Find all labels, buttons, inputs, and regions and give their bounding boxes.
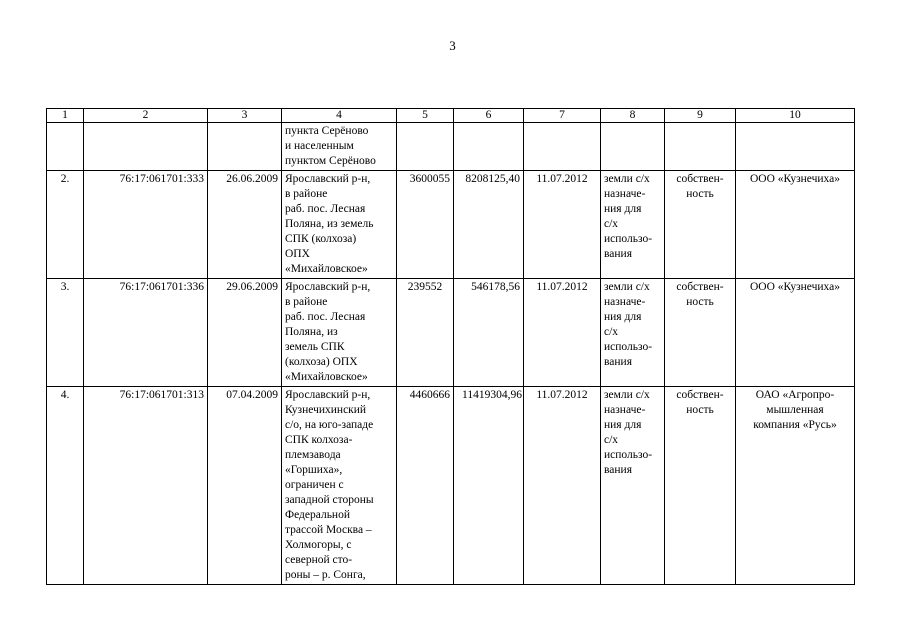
registration-date: 26.06.2009 — [208, 171, 282, 279]
cadastral-number — [84, 123, 208, 171]
area-cell — [397, 123, 454, 171]
column-number: 1 — [47, 109, 84, 123]
cadastral-number: 76:17:061701:313 — [84, 387, 208, 585]
land-registry-table — [46, 108, 855, 585]
column-number: 2 — [84, 109, 208, 123]
column-number: 9 — [665, 109, 736, 123]
row-number: 4. — [47, 387, 84, 585]
location-cell: пункта Серёново и населенным пунктом Серёново — [282, 123, 397, 171]
right-date-cell: 11.07.2012 — [524, 387, 601, 585]
column-number: 7 — [524, 109, 601, 123]
value-cell: 11419304,96 — [454, 387, 524, 585]
row-number: 3. — [47, 279, 84, 387]
column-number-row — [47, 109, 855, 123]
value-cell: 546178,56 — [454, 279, 524, 387]
registration-date: 29.06.2009 — [208, 279, 282, 387]
right-type-cell — [665, 123, 736, 171]
column-number: 4 — [282, 109, 397, 123]
category-cell: земли с/х назначе- ния для с/х использо- вания — [601, 279, 665, 387]
registration-date: 07.04.2009 — [208, 387, 282, 585]
column-number: 6 — [454, 109, 524, 123]
value-cell — [454, 123, 524, 171]
area-cell: 4460666 — [397, 387, 454, 585]
location-cell: Ярославский р-н, в районе раб. пос. Лесная Поляна, из земель СПК (колхоза) ОПХ «Михайловское» — [282, 171, 397, 279]
category-cell — [601, 123, 665, 171]
row-number: 2. — [47, 171, 84, 279]
cadastral-number: 76:17:061701:336 — [84, 279, 208, 387]
right-date-cell: 11.07.2012 — [524, 171, 601, 279]
owner-cell: ООО «Кузнечиха» — [736, 279, 855, 387]
column-number: 3 — [208, 109, 282, 123]
column-number: 8 — [601, 109, 665, 123]
row-number — [47, 123, 84, 171]
registration-date — [208, 123, 282, 171]
owner-cell: ООО «Кузнечиха» — [736, 171, 855, 279]
continuation-row — [47, 123, 855, 171]
value-cell: 8208125,40 — [454, 171, 524, 279]
page-number: 3 — [449, 38, 456, 53]
cadastral-number: 76:17:061701:333 — [84, 171, 208, 279]
column-number: 5 — [397, 109, 454, 123]
category-cell: земли с/х назначе- ния для с/х использо- вания — [601, 387, 665, 585]
area-cell: 239552 — [397, 279, 454, 387]
right-type-cell: собствен- ность — [665, 171, 736, 279]
table-row — [47, 279, 855, 387]
location-cell: Ярославский р-н, Кузнечихинский с/о, на юго-западе СПК колхоза- племзавода «Горшиха», ограничен с западной стороны Федеральной трассой Москва – Холмогоры, с северной сто- роны – р. Сонгa, — [282, 387, 397, 585]
right-type-cell: собствен- ность — [665, 279, 736, 387]
owner-cell — [736, 123, 855, 171]
right-date-cell — [524, 123, 601, 171]
right-date-cell: 11.07.2012 — [524, 279, 601, 387]
owner-cell: ОАО «Агропро- мышленная компания «Русь» — [736, 387, 855, 585]
column-number: 10 — [736, 109, 855, 123]
area-cell: 3600055 — [397, 171, 454, 279]
table-row — [47, 387, 855, 585]
category-cell: земли с/х назначе- ния для с/х использо- вания — [601, 171, 665, 279]
right-type-cell: собствен- ность — [665, 387, 736, 585]
location-cell: Ярославский р-н, в районе раб. пос. Лесная Поляна, из земель СПК (колхоза) ОПХ «Михайловское» — [282, 279, 397, 387]
table-row — [47, 171, 855, 279]
